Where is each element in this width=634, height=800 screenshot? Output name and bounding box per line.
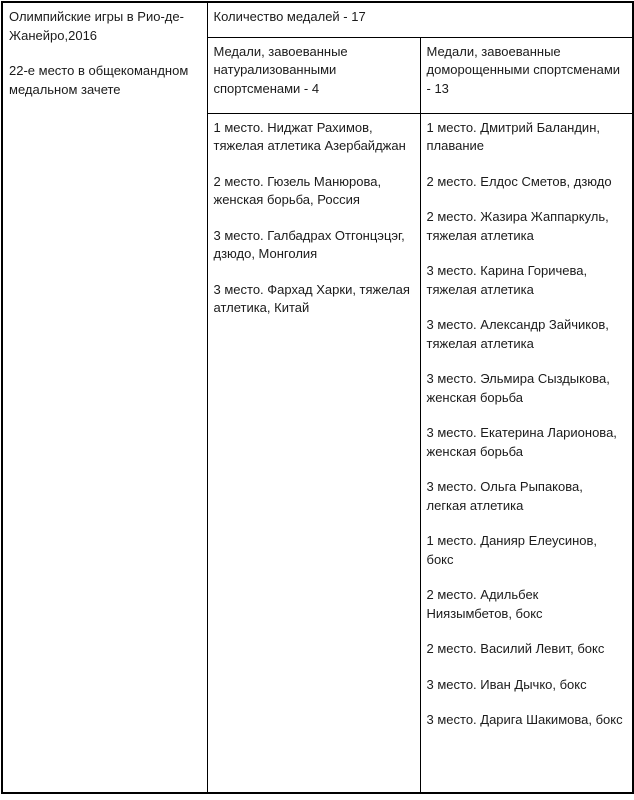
summary-paragraph: 22-е место в общекомандном медальном зачете — [9, 63, 189, 97]
medal-entry: 3 место. Фархад Харки, тяжелая атлетика, Китай — [213, 281, 410, 315]
medal-entry: 3 место. Александр Зайчиков, тяжелая атлетика — [426, 317, 609, 351]
medal-entry: 2 место. Василий Левит, бокс — [426, 641, 605, 656]
games-summary-cell — [2, 2, 207, 793]
medal-entry: 2 место. Жазира Жаппаркуль, тяжелая атлетика — [426, 209, 609, 243]
total-medals-header-cell: Количество медалей - 17 — [207, 2, 633, 37]
medal-entry: 3 место. Эльмира Сыздыкова, женская борьба — [426, 371, 610, 405]
medal-entry: 3 место. Карина Горичева, тяжелая атлетика — [426, 263, 588, 297]
medal-entry: 2 место. Гюзель Манюрова, женская борьба, Россия — [213, 173, 382, 207]
summary-paragraph: Олимпийские игры в Рио-де-Жанейро,2016 — [9, 9, 184, 43]
olympic-medals-table — [1, 1, 634, 794]
medal-entry: 1 место. Ниджат Рахимов, тяжелая атлетика Азербайджан — [213, 119, 406, 153]
medal-entry: 3 место. Екатерина Ларионова, женская борьба — [426, 425, 617, 459]
naturalized-medals-header-cell: Медали, завоеванные натурализованными спортсменами - 4 — [207, 37, 420, 113]
medal-entry: 3 место. Дарига Шакимова, бокс — [426, 712, 623, 727]
naturalized-medals-list-cell — [207, 113, 420, 793]
medal-entry: 1 место. Дмитрий Баландин, плавание — [426, 119, 600, 153]
medal-entry: 3 место. Иван Дычко, бокс — [426, 676, 587, 692]
medal-entry: 2 место. Адильбек Ниязымбетов, бокс — [426, 587, 543, 621]
medal-entry: 3 место. Ольга Рыпакова, легкая атлетика — [426, 479, 583, 513]
medal-entry: 1 место. Данияр Елеусинов, бокс — [426, 533, 598, 567]
homegrown-medals-list-cell — [420, 113, 633, 793]
medal-entry: 3 место. Галбадрах Отгонцэцэг, дзюдо, Монголия — [213, 227, 405, 261]
medal-entry: 2 место. Елдос Сметов, дзюдо — [426, 173, 612, 189]
homegrown-medals-header-cell: Медали, завоеванные доморощенными спортсменами - 13 — [420, 37, 633, 113]
